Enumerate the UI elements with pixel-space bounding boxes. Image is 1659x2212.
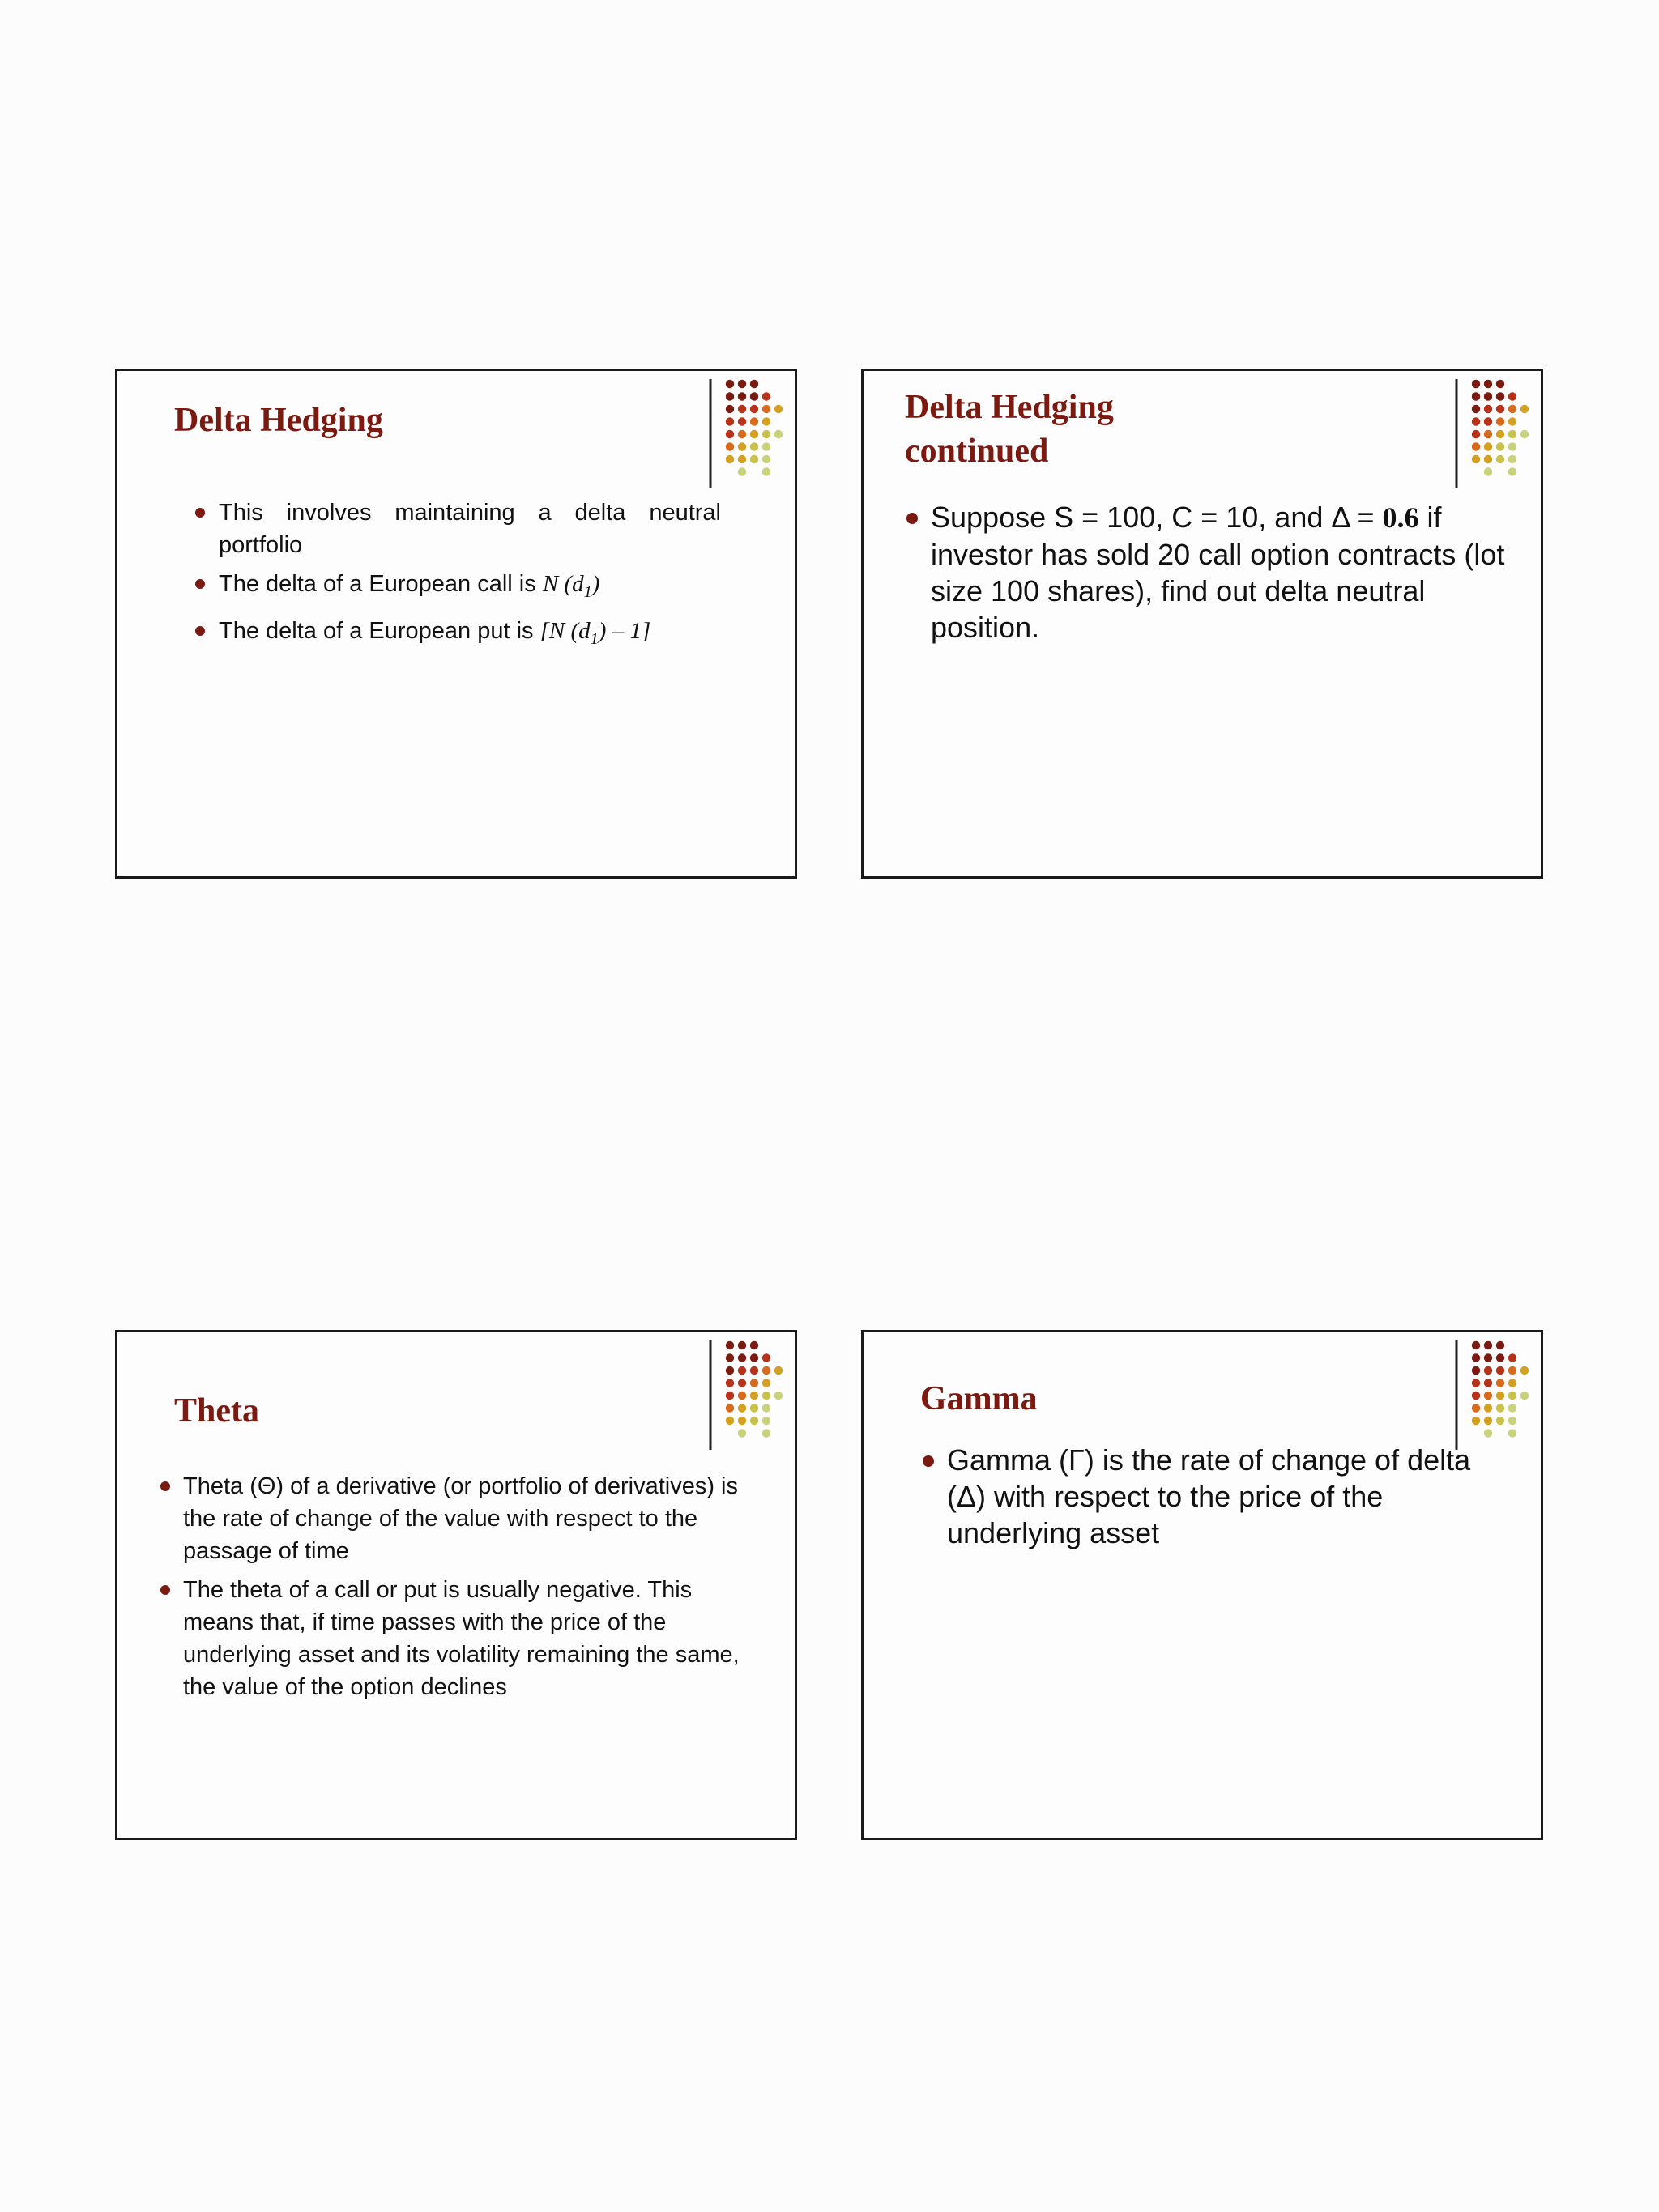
bullet-item: This involves maintaining a delta neutral portfolio <box>219 497 721 561</box>
bullet-item: Gamma (Γ) is the rate of change of delta (Δ) with respect to the price of the underlying asset <box>947 1442 1498 1551</box>
dot-pattern-icon <box>1455 379 1536 488</box>
bullet-list <box>183 1470 750 1710</box>
dot-pattern-icon <box>1455 1340 1536 1450</box>
call-delta-formula: N $(d_1)$ <box>542 571 600 601</box>
slide-title: Theta <box>174 1392 259 1430</box>
slide-delta-hedging-continued <box>861 369 1543 879</box>
bullet-item: The delta of a European put is [N $(d_1) - 1$] <box>219 615 721 655</box>
bullet-item: The delta of a European call is N $(d_1)$ <box>219 568 721 608</box>
slide-theta <box>115 1330 797 1840</box>
bullet-list <box>931 499 1514 646</box>
bullet-item: Suppose S = 100, C = 10, and Δ = 0.6 if investor has sold 20 call option contracts (lot size 100 shares), find out delta neutral position. <box>931 499 1514 646</box>
put-delta-formula: [N $(d_1) - 1$] <box>539 617 651 648</box>
dot-pattern-icon <box>709 379 790 488</box>
slide-title: Delta Hedging continued <box>905 389 1114 470</box>
bullet-list <box>219 497 721 662</box>
dot-pattern-icon <box>709 1340 790 1450</box>
slide-title: Delta Hedging <box>174 402 383 439</box>
bullet-item: Theta (Θ) of a derivative (or portfolio of derivatives) is the rate of change of the value with respect to the passage of time <box>183 1470 750 1567</box>
bullet-item: The theta of a call or put is usually negative. This means that, if time passes with the price of the underlying asset and its volatility remaining the same, the value of the option declines <box>183 1574 750 1703</box>
bullet-list <box>947 1442 1498 1551</box>
slide-gamma <box>861 1330 1543 1840</box>
slide-delta-hedging <box>115 369 797 879</box>
slide-title: Gamma <box>920 1380 1038 1417</box>
delta-value: 0.6 <box>1382 501 1419 534</box>
